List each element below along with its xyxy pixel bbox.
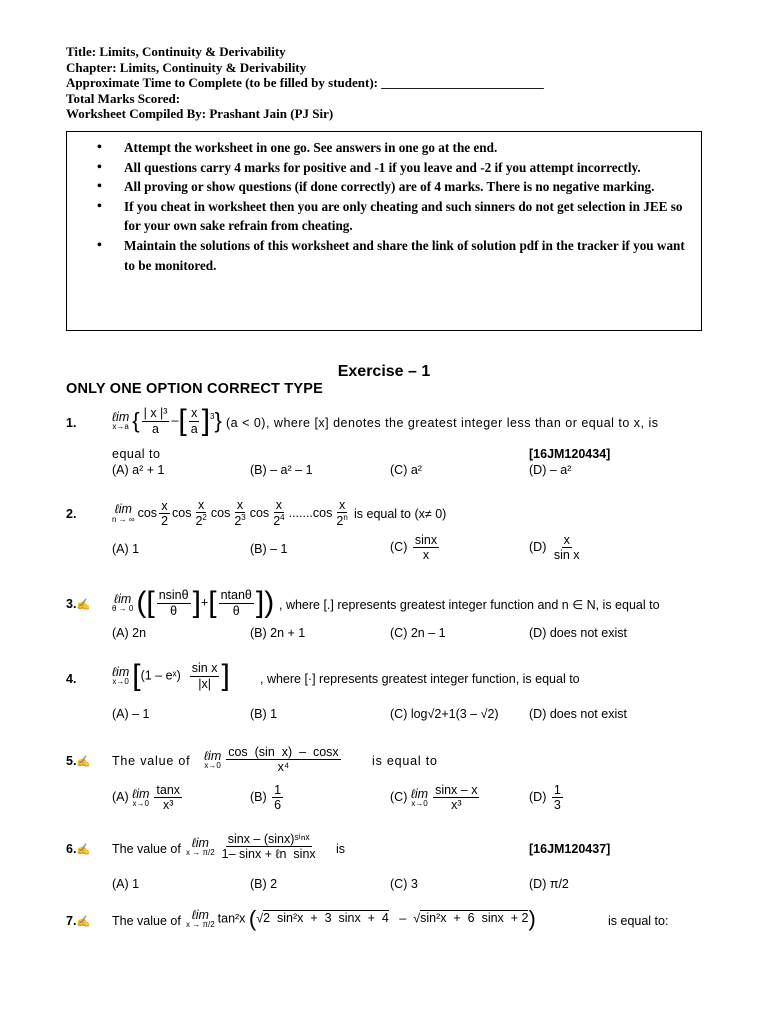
question-number: 3.✍ <box>66 597 91 611</box>
question-6-prefix: The value of <box>112 842 181 856</box>
fraction: $\frac{x}{a}$ <box>190 406 198 436</box>
question-number: 7.✍ <box>66 914 91 928</box>
instruction-item: • If you cheat in worksheet then you are only cheating and such sinners do not get selection in JEE so for your own sake refrain from cheating. <box>97 197 687 236</box>
compiled-line: Worksheet Compiled By: Prashant Jain (PJ Sir) <box>66 106 334 121</box>
option-d: (D) does not exist <box>529 707 627 721</box>
option-b: (B) $\frac{1}{6}$ <box>250 783 282 813</box>
option-a: (A) 1 <box>112 877 140 891</box>
pen-icon: ✍ <box>76 599 91 611</box>
question-number: 6.✍ <box>66 842 91 856</box>
question-3-expression: ℓim θ → 0 ([ $\frac{nsin\theta}{\theta}$ ]+[ $\frac{ntan\theta}{\theta}$ ]) <box>112 586 275 619</box>
worksheet-header <box>66 44 544 122</box>
question-7-prefix: The value of <box>112 914 181 928</box>
option-d: (D) $\frac{x}{\text{sin x}}$ <box>529 533 580 563</box>
question-code: [16JM120434] <box>529 447 611 461</box>
limit-operator: ℓim x→0 <box>112 664 130 687</box>
option-c: (C) 2n – 1 <box>390 626 446 640</box>
question-number: 2. <box>66 507 77 521</box>
question-1-text: (a < 0), where [x] denotes the greatest integer less than or equal to x, is <box>226 416 659 430</box>
option-d: (D) $\frac{1}{3}$ <box>529 783 561 813</box>
question-1-expression: ℓim x→a { $\frac{\text{| x |³}}{a}$ –[ $\frac{x}{a}$ ]$^3$} <box>112 404 222 437</box>
limit-operator: ℓim θ → 0 <box>112 591 134 614</box>
option-a: (A) 2n <box>112 626 147 640</box>
option-d: (D) π/2 <box>529 877 569 891</box>
limit-operator: ℓim x→0 <box>204 748 222 771</box>
option-a: (A) ℓim x→0 $\frac{\tan x}{\text{x³}}$ <box>112 783 181 813</box>
exercise-title: Exercise – 1 <box>337 363 431 380</box>
option-a: (A) a² + 1 <box>112 463 165 477</box>
option-d: (D) – a² <box>529 463 572 477</box>
question-6-expression: ℓim x → π/2 $\frac{\text{sinx – (sinx)ˢⁱⁿˣ}}{\text{1– sinx + ℓn sinx}}$ <box>186 832 316 862</box>
question-code: [16JM120437] <box>529 842 611 856</box>
option-c: (C) a² <box>390 463 422 477</box>
question-5-expression: ℓim x→0 $\frac{\text{cos (sin x) – cosx}}{\text{x⁴}}$ <box>204 745 339 775</box>
question-5-prefix: The value of <box>112 754 191 768</box>
pen-icon: ✍ <box>76 916 91 928</box>
question-5-text: is equal to <box>372 754 438 768</box>
question-7-expression: ℓim x → π/2 tan²x (√2 sin²x + 3 sinx + 4 – √sin²x + 6 sinx + 2) <box>186 906 536 931</box>
option-b: (B) – a² – 1 <box>250 463 313 477</box>
option-d: (D) does not exist <box>529 626 627 640</box>
title-line: Title: Limits, Continuity & Derivability <box>66 44 286 59</box>
question-1-cont: equal to <box>112 447 161 461</box>
question-number: 1. <box>66 416 77 430</box>
chapter-line: Chapter: Limits, Continuity & Derivability <box>66 59 307 75</box>
option-c: (C) log√2+1(3 – √2) <box>390 707 499 721</box>
option-c: (C) 3 <box>390 877 418 891</box>
instruction-item: • Maintain the solutions of this worksheet and share the link of solution pdf in the tracker if you want to be monitored. <box>97 236 687 275</box>
question-4-text: , where [·] represents greatest integer function, is equal to <box>260 672 580 686</box>
option-b: (B) 1 <box>250 707 278 721</box>
instructions-list <box>97 138 687 275</box>
limit-operator: ℓim x→a <box>112 409 130 432</box>
option-b: (B) 2 <box>250 877 278 891</box>
pen-icon: ✍ <box>76 844 91 856</box>
limit-operator: ℓim x → π/2 <box>186 835 215 858</box>
time-line: Approximate Time to Complete (to be filled by student): _________________________ <box>66 75 544 90</box>
question-number: 5.✍ <box>66 754 91 768</box>
option-c: (C) ℓim x→0 $\frac{\sin x - x}{\text{x³}}$ <box>390 783 478 813</box>
instructions-box <box>66 131 702 331</box>
option-b: (B) 2n + 1 <box>250 626 306 640</box>
question-6-text: is <box>336 842 346 856</box>
section-title: ONLY ONE OPTION CORRECT TYPE <box>66 381 323 397</box>
instruction-item: • All proving or show questions (if done correctly) are of 4 marks. There is no negative marking. <box>97 177 687 197</box>
option-c: (C) $\frac{\sin x}{x}$ <box>390 533 438 563</box>
fraction: $\frac{\text{| x |³}}{a}$ <box>143 406 168 436</box>
instruction-item: • Attempt the worksheet in one go. See answers in one go at the end. <box>97 138 687 158</box>
question-2-expression: ℓim n → ∞ cos $\frac{x}{2}$ cos $\frac{x}{2^2}$ cos $\frac{x}{2^3}$ cos $\frac{x}{2^4}$ .......cos $\frac{x}{2^n}$ <box>112 498 348 529</box>
question-7-text: is equal to: <box>608 914 669 928</box>
question-number: 4. <box>66 672 77 686</box>
marks-line: Total Marks Scored: <box>66 90 181 106</box>
option-a: (A) – 1 <box>112 707 150 721</box>
pen-icon: ✍ <box>76 756 91 768</box>
question-4-expression: ℓim x→0 [(1 – eˣ) $\frac{\text{sin x}}{|x|}$ ] <box>112 659 230 692</box>
question-3-text: , where [.] represents greatest integer function and n ∈ N, is equal to <box>279 598 660 612</box>
limit-operator: ℓim n → ∞ <box>112 502 135 524</box>
option-b: (B) – 1 <box>250 542 288 556</box>
option-a: (A) 1 <box>112 542 140 556</box>
limit-operator: ℓim x → π/2 <box>186 907 215 930</box>
question-2-text: is equal to (x≠ 0) <box>354 507 447 521</box>
instruction-item: • All questions carry 4 marks for positive and -1 if you leave and -2 if you attempt incorrectly. <box>97 158 687 178</box>
